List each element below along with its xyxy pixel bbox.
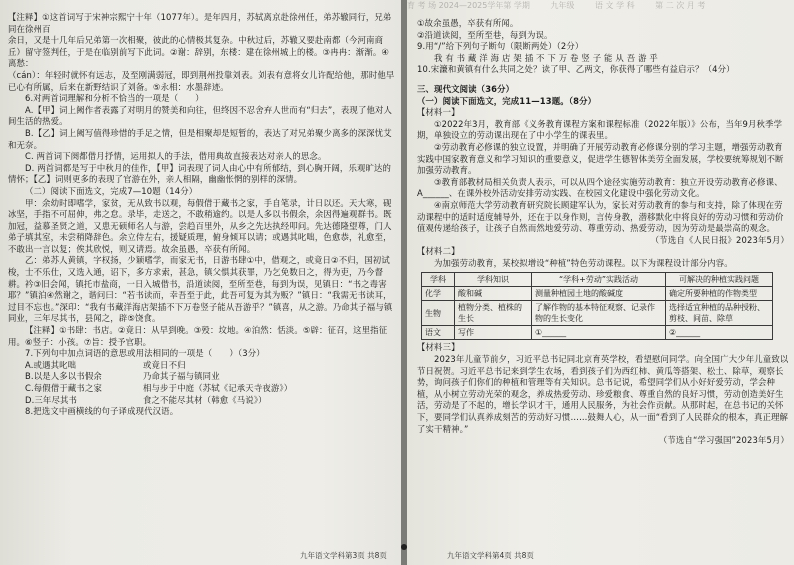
q6-option-d: D. 两首词都是写于中秋月的佳作，【甲】词表现了词人由心中有所郁结，到心胸开阔，乐观旷达的情怀；【乙】词则更多的表现了官游在外，亲人相隔，幽幽怅惘的别样的深情。 [8,162,392,185]
bleed-through-header [407,0,794,14]
right-footer: 九年语文学科第4页 共8页 [447,551,534,560]
subsection-1-heading: （一）阅读下面选文，完成11—13题。（8分） [417,95,597,106]
table-cell: 酸和碱 [455,287,532,301]
ghost-text: 九年级 [550,1,575,10]
section-3-heading: 三、现代文阅读（36分） [417,83,515,94]
material-1-para-4: ④南京师范大学劳动教育研究院长顾建军认为，家长对劳动教育的参与和支持，除了体现在劳动课程中的适时适度辅导外，还在于以身作则，言传身教，潜移默化中将良好的劳动习惯和劳动价值观传递给孩子，让孩子自然而然地爱劳动、尊重劳动、热爱劳动，因为劳动是最崇高的观念。 [417,199,784,234]
q7-option-left: C.每假借于藏书之家 [25,383,103,393]
table-header: “学科+劳动”实践活动 [532,273,666,287]
table-header: 学科知识 [455,273,532,287]
q7-option [8,395,395,407]
q9-sentence: 我 有 书 藏 洋 海 店 架 插 不 下 万 卷 竖 子 能 从 吾 游 乎 [434,52,658,63]
q7-option-left: B.以是人多以书假余 [25,371,102,382]
left-footer: 九年语文学科第3页 共8页 [300,551,387,560]
material-2-intro: 为加强劳动教育，某校拟增设“种植”特色劳动课程。以下为课程设计部分内容。 [434,257,733,268]
table-row [422,301,773,326]
q7-option-right: 相与步于中庭（苏轼《记承天寺夜游》） [143,383,293,393]
note-1: 【注释】①这首词写于宋神宗熙宁十年（1077年）。是年四月，苏轼离京赴徐州任，弟苏辙同行，兄弟同在徐州百 [8,12,392,34]
table-header: 学科 [422,273,455,287]
ghost-text: 育 考 场 2024—2025学年第 学期 [407,1,530,10]
table-cell: 化学 [422,287,455,301]
table-cell: 语文 [422,326,455,340]
course-design-table [421,272,773,340]
q7-option-left: D.三年尽其书 [25,394,78,405]
right-page [407,0,794,565]
q7-option-right: 乃命其子福与镇同业 [143,371,220,382]
passage-jia: 甲：余幼时即嗜学，家贫，无从致书以观，每假借于藏书之家，手自笔录，计日以还。天大寒，砚冰坚，手指不可屈伸，弗之怠。录毕，走送之，不敢稍逾约。以是人多以书假余，余因得遍观群书。既加冠，益慕圣贤之道，又患无硕师名人与游，尝趋百里外，从乡之先达执经叩问。先达德隆望尊，门人弟子填其室，未尝稍降辞色。余立侍左右，援疑质理，俯身倾耳以请；或遇其叱咄，色愈恭，礼愈至，不敢出一言以复；俟其欣悦，则又请焉。故余虽愚，卒获有所闻。 [8,197,392,254]
passage-yi: 乙：弟苏人黄镇，字权扬，少颖嗜学，而家无书，日游书肆①中，借观之，或竟日②不归，国初试梭，士不乐仕，又选入通，诏下，多方求索，甚急，镇父惧其获罪，乃乞免数日之，得为吏，乃今督耕。衿③旧会闻，镇托市盐商，一日入城借书，沿道读阅，至所至巷，每到为误，见镇日：“书之毒害耶？”镇泊④然谢之，谐问曰：“若书读而，幸吾至于此，此吾可复为其为贩？”镇日：“我需无书读耳，过目不忘也。”深印：“我有书藏洋海店架插不下万卷竖子能从吾游乎？”镇喜，从之游。乃命其子福与镇同业，三年尽其书，县闻之，辟⑤饶食。 [8,255,393,324]
table-cell: 了解作物的基本特征观察、记录作物的生长变化 [532,301,666,326]
q10-stem: 10.宋濂和黄镇有什么共同之处？读了甲、乙两文，你获得了哪些有益启示？（4分） [417,64,735,75]
q7-option [8,383,395,395]
q8-item-1: ①故余虽愚，卒获有所闻。 [417,18,519,28]
table-cell: 测量种植园土地的酸碱度 [532,287,666,301]
table-cell: ②______ [666,326,773,340]
note-3: （cán）：年轻时就怀有远志，及至刚满弱冠，即到荆州投靠刘表。刘表有意将女儿许配给他，那时他早已心有所属，后来在新野结识了刘备。⑤永相：水墨辞迹。 [8,69,395,92]
material-1-para-1: ①2022年3月，教育部《义务教育课程方案和课程标准（2022年版）》公布，当年9月秋季学期，单独设立的劳动课出现在了中小学生的课表里。 [417,118,783,141]
material-2-title: 【材料二】 [417,246,460,257]
material-3-title: 【材料三】 [417,342,460,353]
material-1-para-2: ②劳动教育必修课的独立设置，并明确了开展劳动教育必修课分别的学习主题，增强劳动教育实践中国家教育意义和学习知识的重要意义，促进学生德智体美劳全面发展，学校要统筹规划不断加强劳动教育。 [417,141,784,176]
table-cell: ①______ [532,326,666,340]
q7-option [8,360,395,372]
q9-stem: 9.用“/”给下列句子断句（限断两处）（2分） [417,41,584,52]
q6-option-b: B.【乙】词上阙写值得珍惜的手足之情，但是相聚却是短暂的，表达了对兄弟聚少离多的深深忧艾和无奈。 [8,127,392,150]
table-cell: 生物 [422,301,455,326]
table-header: 可解决的种植实践问题 [666,273,773,287]
material-3-body: 2023年儿童节前夕，习近平总书记同北京育英学校，看望慰问同学。向全国广大少年儿童致以节日祝贺。习近平总书记来到学生农场，看到孩子们为西红柿、黄瓜等搭架、松土、除草，观察长势，询问孩子们你们的种植和管理等有关知识。总书记说，希望同学们从小好好爱劳动，学会种植，从小树立劳动光荣的观念，养成热爱劳动、珍爱粮食、尊重自然的良好习惯，劳动创造美好生活，劳动是了不起的，增长学识才干，通用人民服务，为社会作贡献。从那时起，在总书记的关怀下，要同学们认真养成刻苦的劳动好习惯……鼓舞人心，从一面“看到了人民群众的根本，真正理解了实干精神。” [417,354,789,434]
ghost-text: 语 文 学 科 [594,1,635,10]
left-column [8,12,395,418]
table-row [422,287,773,301]
q8-item-2: ②沿道读阅，至所至巷，每到为误。 [417,29,553,40]
material-1-title: 【材料一】 [417,107,460,118]
ghost-text: 第 二 次 月 考 [655,1,706,10]
material-1-source: （节选自《人民日报》2023年5月） [650,234,789,245]
q7-stem: 7.下列句中加点词语的意思或用法相同的一项是（ ）（3分） [25,348,265,359]
table-header-row [422,273,773,287]
table-cell: 确定所要种植的作物类型 [666,287,773,301]
q7-option-right: 食之不能尽其材（韩愈《马说》） [143,394,267,405]
table-row [422,326,773,340]
material-1-para-3: ③教育部教材局相关负责人表示，可以从四个途径实施劳动教育：独立开设劳动教育必修课、A______、在课外校外活动安排劳动实践、在校园文化建设中强化劳动文化。 [417,176,783,199]
q7-option [8,371,395,383]
note-2: 余日，又是十几年后兄弟第一次相聚，彼此的心情极其复杂。中秋过后，苏辙又要赴南都（今河南商丘）留守签判任，于是在临别前写下此词。②谢：辞别，东楼：建在徐州城上的楼。③冉冉：渐渐。④离愁： [8,35,390,69]
q6-stem: 6.对两首词理解和分析不恰当的一项是（ ） [25,93,204,104]
q6-option-a: A.【甲】词上阙作者表露了对明月的赞美和向往，但终因不忍舍弃人世而有“归去”，表现了他对人间生活的热爱。 [8,104,393,127]
q7-options [8,360,395,406]
q7-option-left: A.或遇其叱咄 [25,359,77,370]
q8-stem: 8.把选文中画横线的句子译成现代汉语。 [25,406,179,417]
material-3-source: （节选自“学习强国”2023年5月） [658,435,789,446]
q6-option-c: C. 两首词下阕都借月抒情，运用拟人的手法，借用典故直接表达对亲人的思念。 [25,151,327,162]
passage-notes: 【注释】①书肆：书店。②竟日：从早到晚。③殁：坟地。④泊然：恬淡。⑤辟：征召，这里指征用。⑥竖子：小孩。⑦旨：授予官职。 [8,325,388,347]
table-cell: 植物分类、植株的生长 [455,301,532,326]
section-2-heading: （二）阅读下面选文，完成7—10题（14分） [25,185,198,196]
table-cell: 选择适宜种植的品种授粉、剪枝、间苗、除草 [666,301,773,326]
q7-option-right: 或竟日不归 [143,359,186,370]
right-column [417,18,789,447]
table-cell: 写作 [455,326,532,340]
